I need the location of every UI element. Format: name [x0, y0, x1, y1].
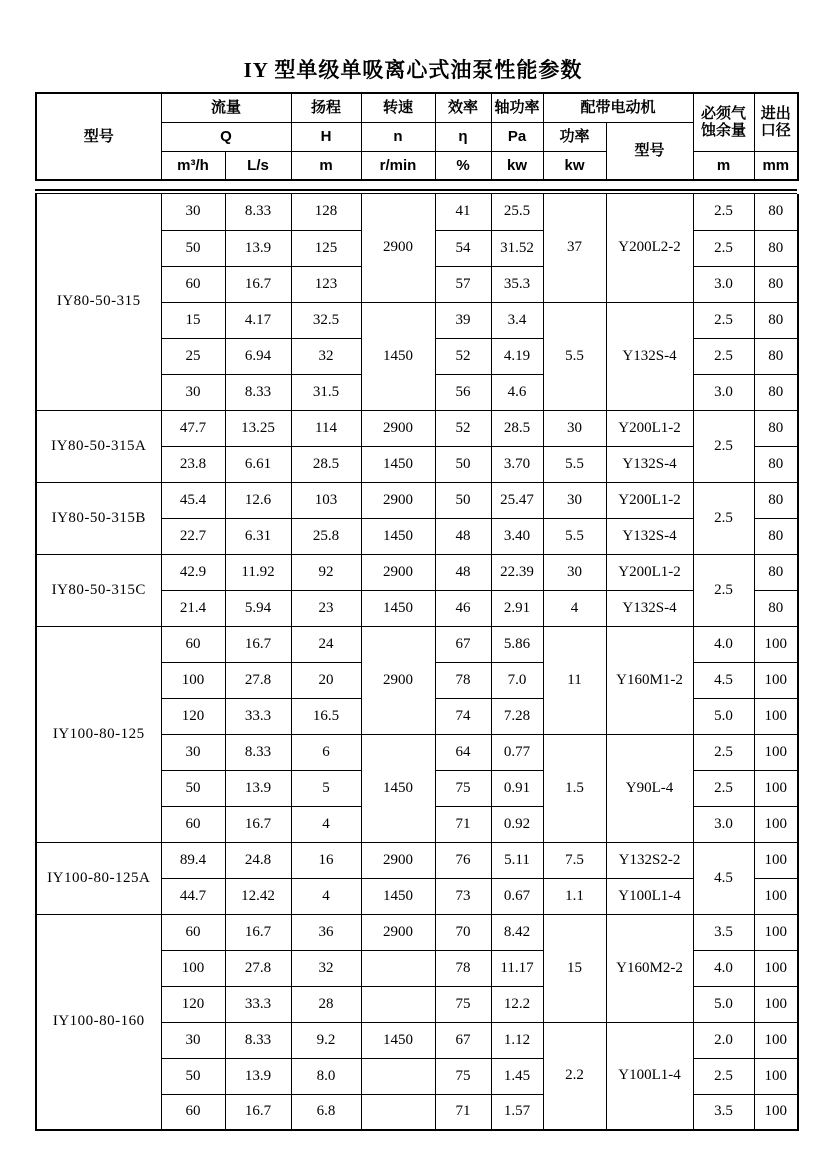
cell-flow-m3h: 30 [161, 1022, 225, 1058]
cell-port-diameter-mm: 100 [754, 1094, 798, 1130]
cell-efficiency-pct: 57 [435, 266, 491, 302]
cell-shaft-power-kw: 0.67 [491, 878, 543, 914]
cell-port-diameter-mm: 100 [754, 662, 798, 698]
cell-flow-ls: 16.7 [225, 806, 291, 842]
cell-shaft-power-kw: 11.17 [491, 950, 543, 986]
cell-motor-model: Y200L2-2 [606, 194, 693, 302]
cell-efficiency-pct: 73 [435, 878, 491, 914]
cell-flow-m3h: 42.9 [161, 554, 225, 590]
cell-npsh-m: 5.0 [693, 698, 754, 734]
cell-speed-rpm: 1450 [361, 734, 435, 842]
header-table [35, 92, 799, 181]
pump-model-cell: IY100-80-125 [36, 626, 161, 842]
col-unit-speed: r/min [361, 151, 435, 180]
cell-flow-ls: 12.6 [225, 482, 291, 518]
cell-efficiency-pct: 67 [435, 1022, 491, 1058]
cell-speed-rpm [361, 1094, 435, 1130]
col-header-npsh [693, 93, 754, 151]
col-symbol-speed: n [361, 122, 435, 151]
col-unit-motor-power: kw [543, 151, 606, 180]
cell-head-m: 6.8 [291, 1094, 361, 1130]
cell-efficiency-pct: 74 [435, 698, 491, 734]
cell-flow-ls: 6.61 [225, 446, 291, 482]
table-row [36, 842, 798, 878]
cell-shaft-power-kw: 35.3 [491, 266, 543, 302]
cell-flow-ls: 8.33 [225, 734, 291, 770]
cell-speed-rpm: 2900 [361, 914, 435, 950]
cell-npsh-m: 2.0 [693, 1022, 754, 1058]
cell-motor-power-kw: 30 [543, 410, 606, 446]
col-unit-port: mm [754, 151, 798, 180]
port-label-line1: 进出 [760, 105, 791, 122]
cell-efficiency-pct: 48 [435, 554, 491, 590]
cell-shaft-power-kw: 1.12 [491, 1022, 543, 1058]
cell-flow-m3h: 44.7 [161, 878, 225, 914]
cell-port-diameter-mm: 80 [754, 338, 798, 374]
cell-speed-rpm: 1450 [361, 590, 435, 626]
cell-npsh-m: 3.5 [693, 914, 754, 950]
cell-npsh-m: 2.5 [693, 230, 754, 266]
table-row [36, 914, 798, 950]
cell-flow-m3h: 25 [161, 338, 225, 374]
cell-efficiency-pct: 50 [435, 482, 491, 518]
cell-speed-rpm: 1450 [361, 1022, 435, 1058]
pump-model-cell: IY100-80-125A [36, 842, 161, 914]
cell-npsh-m: 4.0 [693, 626, 754, 662]
cell-head-m: 32.5 [291, 302, 361, 338]
cell-port-diameter-mm: 80 [754, 590, 798, 626]
port-label-line2: 口径 [760, 122, 791, 140]
cell-motor-power-kw: 30 [543, 482, 606, 518]
cell-flow-ls: 27.8 [225, 950, 291, 986]
pump-model-cell: IY80-50-315 [36, 194, 161, 410]
cell-speed-rpm: 2900 [361, 410, 435, 446]
cell-head-m: 5 [291, 770, 361, 806]
cell-flow-ls: 33.3 [225, 698, 291, 734]
col-unit-flow-m3h: m³/h [161, 151, 225, 180]
cell-head-m: 4 [291, 878, 361, 914]
col-header-motor: 配带电动机 [543, 93, 693, 122]
cell-npsh-m: 2.5 [693, 554, 754, 626]
cell-motor-power-kw: 37 [543, 194, 606, 302]
col-header-model: 型号 [36, 93, 161, 180]
cell-efficiency-pct: 50 [435, 446, 491, 482]
cell-head-m: 128 [291, 194, 361, 230]
cell-shaft-power-kw: 25.5 [491, 194, 543, 230]
cell-shaft-power-kw: 1.45 [491, 1058, 543, 1094]
cell-efficiency-pct: 78 [435, 950, 491, 986]
cell-head-m: 28 [291, 986, 361, 1022]
table-row [36, 194, 798, 230]
cell-efficiency-pct: 76 [435, 842, 491, 878]
cell-flow-m3h: 120 [161, 698, 225, 734]
cell-port-diameter-mm: 80 [754, 374, 798, 410]
cell-shaft-power-kw: 0.77 [491, 734, 543, 770]
cell-flow-m3h: 23.8 [161, 446, 225, 482]
cell-npsh-m: 2.5 [693, 1058, 754, 1094]
cell-port-diameter-mm: 100 [754, 914, 798, 950]
cell-head-m: 28.5 [291, 446, 361, 482]
header-row-1 [36, 93, 798, 122]
cell-port-diameter-mm: 80 [754, 194, 798, 230]
col-header-flow: 流量 [161, 93, 291, 122]
cell-flow-ls: 24.8 [225, 842, 291, 878]
cell-head-m: 36 [291, 914, 361, 950]
cell-port-diameter-mm: 80 [754, 554, 798, 590]
cell-port-diameter-mm: 100 [754, 806, 798, 842]
pump-model-cell: IY80-50-315A [36, 410, 161, 482]
table-row [36, 554, 798, 590]
cell-shaft-power-kw: 0.92 [491, 806, 543, 842]
cell-port-diameter-mm: 100 [754, 770, 798, 806]
cell-port-diameter-mm: 100 [754, 734, 798, 770]
cell-flow-ls: 16.7 [225, 914, 291, 950]
cell-port-diameter-mm: 80 [754, 482, 798, 518]
cell-motor-power-kw: 5.5 [543, 446, 606, 482]
cell-head-m: 32 [291, 950, 361, 986]
col-symbol-efficiency: η [435, 122, 491, 151]
col-header-efficiency: 效率 [435, 93, 491, 122]
cell-npsh-m: 2.5 [693, 338, 754, 374]
cell-npsh-m: 2.5 [693, 482, 754, 554]
cell-flow-ls: 6.31 [225, 518, 291, 554]
cell-shaft-power-kw: 31.52 [491, 230, 543, 266]
cell-head-m: 24 [291, 626, 361, 662]
cell-head-m: 103 [291, 482, 361, 518]
cell-motor-power-kw: 11 [543, 626, 606, 734]
cell-speed-rpm: 1450 [361, 518, 435, 554]
cell-flow-ls: 16.7 [225, 1094, 291, 1130]
cell-port-diameter-mm: 100 [754, 1022, 798, 1058]
cell-efficiency-pct: 46 [435, 590, 491, 626]
col-unit-shaft-power: kw [491, 151, 543, 180]
cell-speed-rpm: 1450 [361, 302, 435, 410]
cell-flow-m3h: 30 [161, 734, 225, 770]
col-header-motor-power: 功率 [543, 122, 606, 151]
data-table [35, 194, 799, 1131]
cell-flow-m3h: 60 [161, 1094, 225, 1130]
cell-efficiency-pct: 71 [435, 806, 491, 842]
cell-efficiency-pct: 70 [435, 914, 491, 950]
cell-flow-m3h: 30 [161, 374, 225, 410]
pump-model-cell: IY100-80-160 [36, 914, 161, 1130]
cell-port-diameter-mm: 100 [754, 698, 798, 734]
cell-head-m: 4 [291, 806, 361, 842]
cell-port-diameter-mm: 100 [754, 986, 798, 1022]
cell-efficiency-pct: 56 [435, 374, 491, 410]
cell-flow-m3h: 100 [161, 662, 225, 698]
table-row [36, 482, 798, 518]
cell-efficiency-pct: 52 [435, 338, 491, 374]
cell-head-m: 16.5 [291, 698, 361, 734]
cell-motor-model: Y200L1-2 [606, 410, 693, 446]
cell-head-m: 125 [291, 230, 361, 266]
cell-flow-m3h: 60 [161, 806, 225, 842]
cell-port-diameter-mm: 100 [754, 878, 798, 914]
cell-head-m: 20 [291, 662, 361, 698]
cell-flow-ls: 13.25 [225, 410, 291, 446]
cell-speed-rpm: 2900 [361, 194, 435, 302]
cell-speed-rpm: 1450 [361, 878, 435, 914]
npsh-label-line2: 蚀余量 [701, 122, 747, 140]
cell-flow-m3h: 50 [161, 770, 225, 806]
cell-shaft-power-kw: 7.0 [491, 662, 543, 698]
cell-flow-ls: 12.42 [225, 878, 291, 914]
cell-efficiency-pct: 71 [435, 1094, 491, 1130]
cell-shaft-power-kw: 1.57 [491, 1094, 543, 1130]
cell-motor-model: Y132S-4 [606, 446, 693, 482]
col-unit-npsh: m [693, 151, 754, 180]
cell-motor-model: Y100L1-4 [606, 1022, 693, 1130]
cell-shaft-power-kw: 7.28 [491, 698, 543, 734]
cell-shaft-power-kw: 3.4 [491, 302, 543, 338]
cell-flow-ls: 33.3 [225, 986, 291, 1022]
cell-shaft-power-kw: 5.86 [491, 626, 543, 662]
cell-speed-rpm [361, 1058, 435, 1094]
col-unit-efficiency: % [435, 151, 491, 180]
cell-port-diameter-mm: 100 [754, 842, 798, 878]
cell-head-m: 114 [291, 410, 361, 446]
cell-flow-m3h: 47.7 [161, 410, 225, 446]
cell-flow-m3h: 60 [161, 914, 225, 950]
col-unit-flow-ls: L/s [225, 151, 291, 180]
cell-flow-ls: 5.94 [225, 590, 291, 626]
cell-flow-ls: 13.9 [225, 230, 291, 266]
cell-motor-power-kw: 5.5 [543, 518, 606, 554]
cell-motor-power-kw: 30 [543, 554, 606, 590]
cell-flow-ls: 11.92 [225, 554, 291, 590]
cell-efficiency-pct: 39 [435, 302, 491, 338]
cell-npsh-m: 2.5 [693, 734, 754, 770]
cell-npsh-m: 3.0 [693, 806, 754, 842]
cell-head-m: 16 [291, 842, 361, 878]
cell-speed-rpm [361, 950, 435, 986]
cell-motor-power-kw: 5.5 [543, 302, 606, 410]
cell-port-diameter-mm: 100 [754, 1058, 798, 1094]
cell-motor-power-kw: 1.1 [543, 878, 606, 914]
cell-flow-ls: 27.8 [225, 662, 291, 698]
cell-port-diameter-mm: 100 [754, 626, 798, 662]
cell-efficiency-pct: 75 [435, 770, 491, 806]
cell-flow-ls: 16.7 [225, 626, 291, 662]
cell-npsh-m: 3.5 [693, 1094, 754, 1130]
cell-port-diameter-mm: 80 [754, 230, 798, 266]
cell-head-m: 8.0 [291, 1058, 361, 1094]
cell-motor-power-kw: 1.5 [543, 734, 606, 842]
cell-shaft-power-kw: 3.70 [491, 446, 543, 482]
cell-speed-rpm: 2900 [361, 482, 435, 518]
cell-port-diameter-mm: 80 [754, 446, 798, 482]
cell-efficiency-pct: 67 [435, 626, 491, 662]
cell-head-m: 31.5 [291, 374, 361, 410]
cell-flow-ls: 8.33 [225, 1022, 291, 1058]
cell-port-diameter-mm: 100 [754, 950, 798, 986]
cell-flow-ls: 8.33 [225, 374, 291, 410]
col-symbol-shaft-power: Pa [491, 122, 543, 151]
cell-motor-model: Y200L1-2 [606, 554, 693, 590]
cell-flow-ls: 6.94 [225, 338, 291, 374]
cell-motor-model: Y160M1-2 [606, 626, 693, 734]
page-title: IY 型单级单吸离心式油泵性能参数 [243, 58, 583, 82]
cell-efficiency-pct: 64 [435, 734, 491, 770]
cell-efficiency-pct: 41 [435, 194, 491, 230]
cell-motor-model: Y160M2-2 [606, 914, 693, 1022]
cell-shaft-power-kw: 25.47 [491, 482, 543, 518]
cell-motor-power-kw: 4 [543, 590, 606, 626]
cell-flow-m3h: 60 [161, 266, 225, 302]
cell-npsh-m: 2.5 [693, 410, 754, 482]
cell-npsh-m: 3.0 [693, 266, 754, 302]
cell-shaft-power-kw: 4.6 [491, 374, 543, 410]
cell-head-m: 92 [291, 554, 361, 590]
cell-efficiency-pct: 54 [435, 230, 491, 266]
cell-motor-model: Y200L1-2 [606, 482, 693, 518]
col-header-motor-model: 型号 [606, 122, 693, 180]
cell-motor-power-kw: 2.2 [543, 1022, 606, 1130]
cell-motor-power-kw: 15 [543, 914, 606, 1022]
cell-motor-model: Y132S-4 [606, 518, 693, 554]
cell-flow-m3h: 50 [161, 1058, 225, 1094]
table-row [36, 410, 798, 446]
cell-motor-power-kw: 7.5 [543, 842, 606, 878]
cell-shaft-power-kw: 3.40 [491, 518, 543, 554]
cell-flow-ls: 8.33 [225, 194, 291, 230]
cell-flow-m3h: 21.4 [161, 590, 225, 626]
cell-speed-rpm: 2900 [361, 554, 435, 590]
cell-head-m: 123 [291, 266, 361, 302]
col-header-speed: 转速 [361, 93, 435, 122]
cell-efficiency-pct: 78 [435, 662, 491, 698]
col-symbol-head: H [291, 122, 361, 151]
col-symbol-flow: Q [161, 122, 291, 151]
cell-shaft-power-kw: 5.11 [491, 842, 543, 878]
cell-flow-m3h: 45.4 [161, 482, 225, 518]
cell-flow-m3h: 22.7 [161, 518, 225, 554]
cell-npsh-m: 2.5 [693, 770, 754, 806]
cell-npsh-m: 2.5 [693, 302, 754, 338]
cell-flow-m3h: 30 [161, 194, 225, 230]
cell-flow-m3h: 60 [161, 626, 225, 662]
cell-efficiency-pct: 52 [435, 410, 491, 446]
col-header-shaft-power: 轴功率 [491, 93, 543, 122]
cell-flow-ls: 16.7 [225, 266, 291, 302]
pump-model-cell: IY80-50-315B [36, 482, 161, 554]
cell-head-m: 32 [291, 338, 361, 374]
pump-model-cell: IY80-50-315C [36, 554, 161, 626]
cell-shaft-power-kw: 8.42 [491, 914, 543, 950]
cell-port-diameter-mm: 80 [754, 518, 798, 554]
cell-shaft-power-kw: 4.19 [491, 338, 543, 374]
cell-efficiency-pct: 75 [435, 986, 491, 1022]
cell-flow-ls: 13.9 [225, 1058, 291, 1094]
cell-port-diameter-mm: 80 [754, 302, 798, 338]
cell-head-m: 9.2 [291, 1022, 361, 1058]
cell-motor-model: Y132S-4 [606, 590, 693, 626]
cell-npsh-m: 3.0 [693, 374, 754, 410]
cell-flow-m3h: 15 [161, 302, 225, 338]
cell-speed-rpm: 2900 [361, 842, 435, 878]
cell-npsh-m: 5.0 [693, 986, 754, 1022]
table-row [36, 626, 798, 662]
cell-motor-model: Y132S-4 [606, 302, 693, 410]
cell-flow-ls: 4.17 [225, 302, 291, 338]
cell-head-m: 25.8 [291, 518, 361, 554]
cell-port-diameter-mm: 80 [754, 410, 798, 446]
cell-shaft-power-kw: 2.91 [491, 590, 543, 626]
cell-shaft-power-kw: 22.39 [491, 554, 543, 590]
cell-npsh-m: 4.5 [693, 842, 754, 914]
cell-motor-model: Y100L1-4 [606, 878, 693, 914]
cell-flow-m3h: 100 [161, 950, 225, 986]
col-unit-head: m [291, 151, 361, 180]
cell-flow-m3h: 120 [161, 986, 225, 1022]
cell-efficiency-pct: 75 [435, 1058, 491, 1094]
cell-npsh-m: 4.0 [693, 950, 754, 986]
col-header-head: 扬程 [291, 93, 361, 122]
cell-speed-rpm [361, 986, 435, 1022]
cell-port-diameter-mm: 80 [754, 266, 798, 302]
npsh-label-line1: 必须气 [701, 105, 747, 122]
cell-flow-m3h: 50 [161, 230, 225, 266]
cell-flow-ls: 13.9 [225, 770, 291, 806]
cell-flow-m3h: 89.4 [161, 842, 225, 878]
cell-efficiency-pct: 48 [435, 518, 491, 554]
cell-speed-rpm: 2900 [361, 626, 435, 734]
cell-motor-model: Y132S2-2 [606, 842, 693, 878]
col-header-port [754, 93, 798, 151]
cell-head-m: 23 [291, 590, 361, 626]
cell-motor-model: Y90L-4 [606, 734, 693, 842]
cell-npsh-m: 2.5 [693, 194, 754, 230]
cell-shaft-power-kw: 28.5 [491, 410, 543, 446]
cell-shaft-power-kw: 0.91 [491, 770, 543, 806]
cell-speed-rpm: 1450 [361, 446, 435, 482]
cell-shaft-power-kw: 12.2 [491, 986, 543, 1022]
cell-npsh-m: 4.5 [693, 662, 754, 698]
cell-head-m: 6 [291, 734, 361, 770]
